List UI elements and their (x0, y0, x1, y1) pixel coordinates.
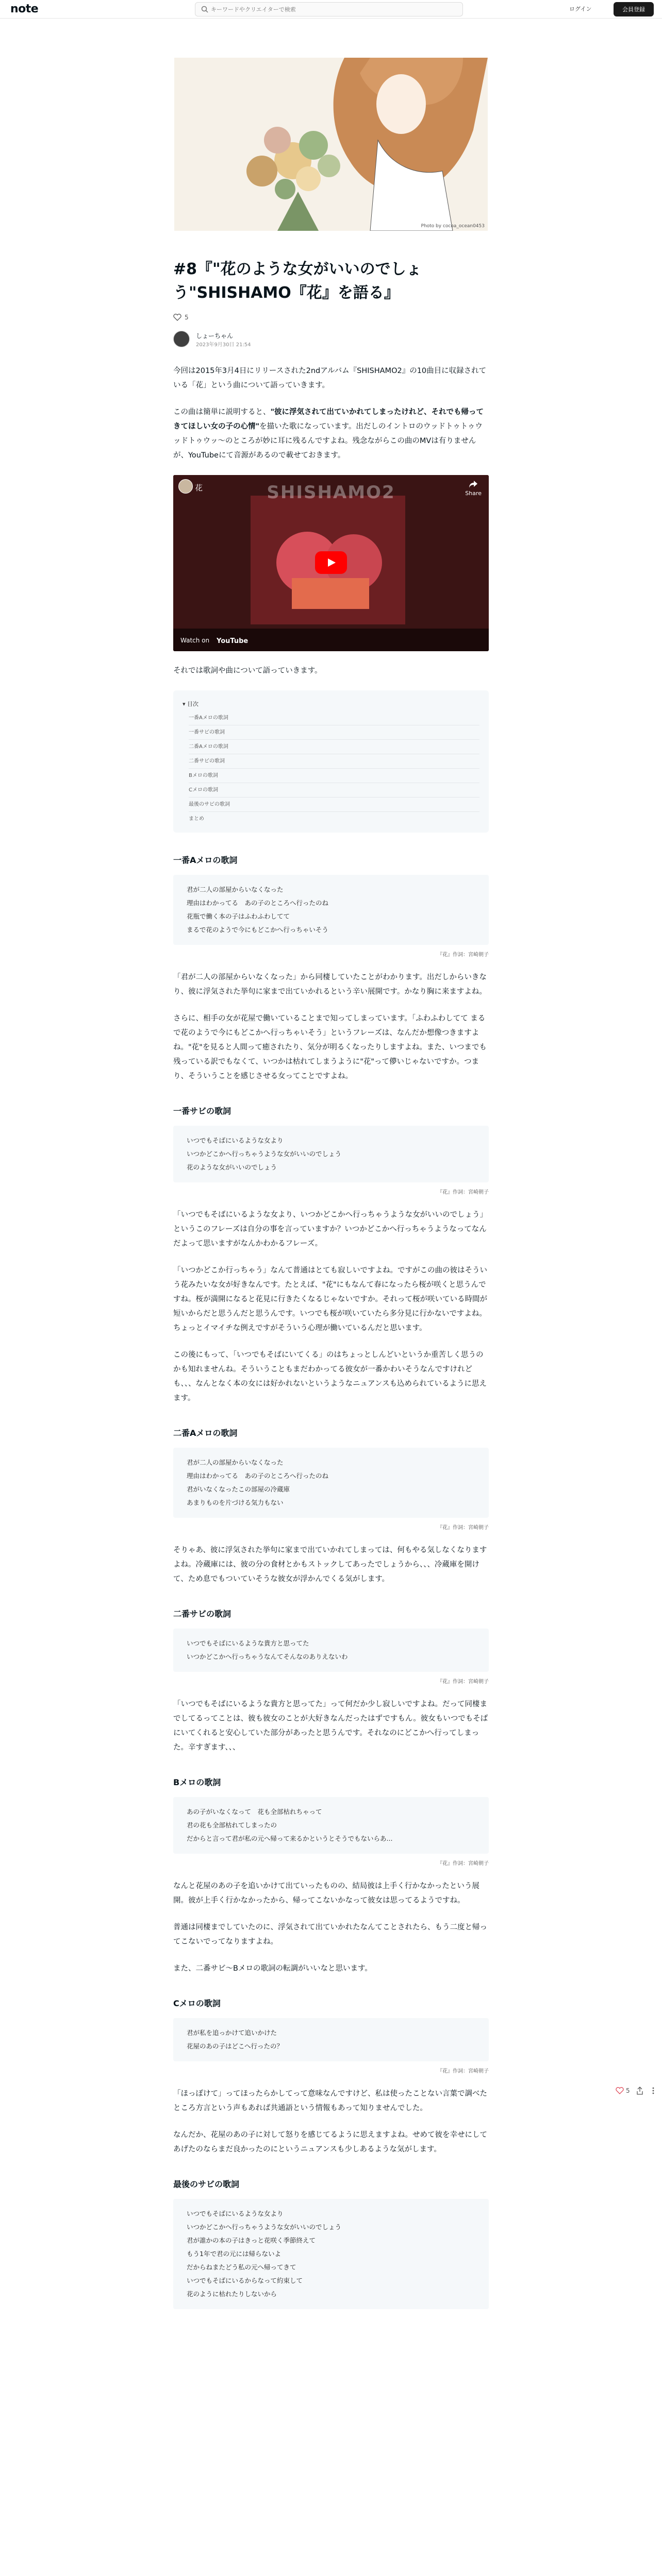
lyric-quote (173, 1629, 489, 1672)
toc-item[interactable]: 一番サビの歌詞 (189, 725, 479, 740)
more-icon[interactable] (650, 2087, 657, 2095)
body-paragraph: そりゃあ、彼に浮気された挙句に家まで出ていかれてしまっては、何もやる気しなくなりますよね。冷蔵庫には、彼の分の食材とかもストックしてあったでしょうから、、、冷蔵庫を開けて、ため息でもついていそうな彼女が浮かんでくる気がします。 (173, 1546, 487, 1583)
lyric-citation: 『花』作詞：宮崎朝子 (437, 1679, 489, 1685)
chevron-down-icon: ▾ (183, 701, 188, 707)
lyric-quote (173, 2199, 489, 2309)
lyric-citation: 『花』作詞：宮崎朝子 (437, 2069, 489, 2074)
like-row[interactable] (173, 312, 489, 323)
author-block[interactable] (173, 329, 489, 351)
lyric-line: いつかどこかへ行っちゃうなんてそんなのありえないわ (187, 1653, 348, 1660)
lyric-line: 君の花も全部枯れてしまったの (187, 1821, 277, 1829)
toc-item[interactable]: 二番サビの歌詞 (189, 754, 479, 769)
heart-icon[interactable] (616, 2087, 624, 2094)
lyric-citation: 『花』作詞：宮崎朝子 (437, 1525, 489, 1531)
like-count: 5 (185, 314, 189, 321)
photo-credit: Photo by cocoa_ocean0453 (421, 224, 485, 229)
lyric-quote (173, 1797, 489, 1854)
lyric-line: もう1年で君の元には帰らないよ (187, 2250, 281, 2258)
section-heading: Cメロの歌詞 (173, 1998, 221, 2008)
article (173, 258, 489, 2309)
lyric-line: 君が誰かの本の子はきっと花咲く季節終えて (187, 2236, 316, 2244)
note-logo[interactable]: note (10, 3, 39, 15)
body-paragraph: 「いつでもそばにいるような貴方と思ってた」って何だか少し寂しいですよね。だって同棲までしてるってことは、彼も彼女のことが大好きなんだったはずですもん。彼女もいつでもそばにいてくれると安心していた部分があったと思うんです。それなのにどこかへ行ってしまった。辛すぎます、、、 (173, 1700, 488, 1752)
global-header (0, 0, 662, 19)
search-box[interactable] (195, 2, 463, 16)
hero-illustration (174, 58, 488, 231)
lyric-quote (173, 1448, 489, 1518)
search-icon (201, 5, 209, 13)
toc-item[interactable]: 一番Aメロの歌詞 (189, 711, 479, 725)
side-actions (616, 2087, 657, 2095)
side-like[interactable] (616, 2087, 630, 2094)
lyric-line: いつでもそばにいるような女より (187, 2210, 284, 2217)
body-paragraph: 「君が二人の部屋からいなくなった」から同棲していたことがわかります。出だしからいきなり、彼に浮気された挙句に家まで出ていかれるという辛い展開です。かなり胸に来ますよね。 (173, 973, 487, 996)
lyric-citation: 『花』作詞：宮崎朝子 (437, 1861, 489, 1867)
lyric-line: だからと言って君が私の元へ帰って来るかというとそうでもないらあ... (187, 1835, 393, 1842)
youtube-logo[interactable]: YouTube (217, 637, 249, 645)
toc-item[interactable]: 最後のサビの歌詞 (189, 798, 479, 812)
lyric-line: 君が二人の部屋からいなくなった (187, 1459, 284, 1466)
side-like-count: 5 (626, 2087, 630, 2094)
lyric-line: 君が二人の部屋からいなくなった (187, 886, 284, 893)
toc-item[interactable]: 二番Aメロの歌詞 (189, 740, 479, 754)
lyric-line: まるで花のようで今にもどこかへ行っちゃいそう (187, 926, 328, 934)
toc-item[interactable]: まとめ (189, 816, 204, 822)
lyric-line: 理由はわかってる あの子のところへ行ったのね (187, 899, 329, 907)
video-title[interactable]: 花 (195, 483, 203, 493)
lyric-line: いつかどこかへ行っちゃうような女がいいのでしょう (187, 2223, 342, 2231)
section-heading: 最後のサビの歌詞 (173, 2179, 240, 2189)
toc-item[interactable]: Bメロの歌詞 (189, 769, 479, 783)
lyric-line: 花屋のあの子はどこへ行ったの？ (187, 2042, 284, 2050)
channel-avatar[interactable] (178, 479, 193, 494)
avatar[interactable] (173, 331, 190, 347)
lyric-citation: 『花』作詞：宮崎朝子 (437, 952, 489, 958)
lyric-line: いつでもそばにいるような女より (187, 1137, 284, 1144)
body-paragraph: 「ほっぽけて」ってほったらかしてって意味なんですけど、私は使ったことない言葉で調べたところ方言という声もあれば共通語という情報もあって知りませんでした。 (173, 2090, 487, 2112)
body-paragraph: また、二番サビ〜Bメロの歌詞の転調がいいなと思います。 (173, 1964, 372, 1973)
body-paragraph: なんだか、花屋のあの子に対して怒りを感じてるように思えますよね。せめて彼を幸せにしてあげたのならまだ良かったのにというニュアンスも少しあるような気がします。 (173, 2131, 487, 2154)
search-input[interactable] (211, 4, 453, 14)
lyric-line: あまりものを片づける気力もない (187, 1499, 284, 1506)
body-paragraph: なんと花屋のあの子を追いかけて出ていったものの、結局彼は上手く行かなかったという展開。彼が上手く行かなかったから、帰ってこないかなって彼女は思ってるようですね。 (173, 1882, 479, 1905)
body-paragraph: さらに、相手の女が花屋で働いていることまで知ってしまっています。「ふわふわしてて まるで花のようで今にもどこかへ行っちゃいそう」というフレーズは、なんだか想像つきますよね。"花"を見ると人間って癒されたり、気分が明るくなったりしますよね。また、いつまでも残っている訳でもなくて、いつかは枯れてしまうように"花"って儚いじゃないですか。つまり、そういうことを感じさせる女ってことですよね。 (173, 1014, 487, 1080)
section-heading: 二番サビの歌詞 (173, 1609, 231, 1619)
video-album-title: SHISHAMO2 (267, 482, 395, 503)
hero-image (174, 58, 488, 231)
section-heading: 一番Aメロの歌詞 (173, 855, 238, 865)
body-paragraph: 「いつでもそばにいるような女より、いつかどこかへ行っちゃうような女がいいのでしょう」というこのフレーズは自分の事を言っていますか？いつかどこかへ行っちゃうようなってなんだよって思いますがなんかわかるフレーズ。 (173, 1211, 487, 1248)
lyric-line: いつでもそばにいるような貴方と思ってた (187, 1639, 309, 1647)
youtube-embed[interactable] (173, 475, 489, 651)
lyric-line: 君が私を追っかけて追いかけた (187, 2029, 277, 2037)
play-button[interactable] (315, 551, 347, 574)
lead-paragraph: それでは歌詞や曲について語っていきます。 (173, 667, 322, 675)
article-title: #8『"花のような女がいいのでしょう"SHISHAMO『花』を語る』 (173, 260, 422, 302)
login-link[interactable]: ログイン (569, 6, 592, 12)
toc-item[interactable]: Cメロの歌詞 (189, 783, 479, 798)
table-of-contents (173, 690, 489, 833)
section-heading: Bメロの歌詞 (173, 1777, 221, 1787)
lyric-line: いつでもそばにいるからなって約束して (187, 2277, 303, 2284)
section-heading: 一番サビの歌詞 (173, 1106, 231, 1116)
body-paragraph: 「いつかどこか行っちゃう」なんて普通はとても寂しいですよね。ですがこの曲の彼はそういう花みたいな女が好きなんです。たとえば、"花"にもなんて春になったら桜が咲くと思うんですね。桜が満開になると花見に行きたくなるじゃないですか。それって桜が咲いている時間が短いからだと思うんだと思うんです。いつでも桜が咲いていたら多分見に行かないですよね。ちょっとイマイチな例えですがそういう心理が働いているんだと思います。 (173, 1266, 487, 1332)
description-paragraph: この曲は簡単に説明すると、"彼に浮気されて出ていかれてしまったけれど、それでも帰ってきてほしい女の子の心情"を描いた歌になっています。出だしのイントロのウッドトゥトゥウッドトゥウッ〜のところが妙に耳に残るんですよね。残念ながらこの曲のMVは有りませんが、YouTubeにて音源があるので載せておきます。 (173, 408, 484, 460)
emphasis-text: "彼に浮気されて出ていかれてしまったけれど、それでも帰ってきてほしい女の子の心情" (173, 408, 484, 431)
lyric-line: 花瓶で働く本の子はふわふわしてて (187, 912, 290, 920)
lyric-citation: 『花』作詞：宮崎朝子 (437, 1190, 489, 1195)
body-paragraph: この後にもって、「いつでもそばにいてくる」のはちょっとしんどいというか重苦しく思うのかも知れませんね。そういうこともまだわかってる彼女が一番かわいそうなんですけれども、、、なんとなく本の女には好かれないというようなニュアンスも込められているように思えます。 (173, 1351, 487, 1402)
lyric-quote (173, 1126, 489, 1182)
share-button[interactable]: Share (465, 480, 482, 497)
body-paragraph: 普通は同棲までしていたのに、浮気されて出ていかれたなんてことされたら、もう二度と帰ってこないでってなりますよね。 (173, 1923, 487, 1946)
author-name[interactable]: しょーちゃん (196, 332, 234, 340)
lyric-line: 君がいなくなったこの部屋の冷蔵庫 (187, 1485, 290, 1493)
publish-date: 2023年9月30日 21:54 (196, 342, 251, 348)
lyric-line: いつかどこかへ行っちゃうような女がいいのでしょう (187, 1150, 342, 1158)
toc-title[interactable]: ▾ 目次 (183, 701, 199, 707)
section-heading: 二番Aメロの歌詞 (173, 1428, 238, 1438)
signup-button[interactable]: 会員登録 (614, 2, 654, 16)
lyric-line: 花のように枯れたりしないから (187, 2290, 277, 2298)
lyric-line: 理由はわかってる あの子のところへ行ったのね (187, 1472, 329, 1480)
share-icon[interactable] (636, 2087, 643, 2095)
lyric-quote (173, 2018, 489, 2061)
intro-paragraph: 今回は2015年3月4日にリリースされた2ndアルバム『SHISHAMO2』の10曲目に収録されている「花」という曲について語っていきます。 (173, 367, 487, 389)
watch-on-label[interactable]: Watch on (180, 637, 210, 644)
heart-icon[interactable] (173, 314, 181, 321)
lyric-line: 花のような女がいいのでしょう (187, 1163, 277, 1171)
play-icon (315, 551, 347, 574)
lyric-quote (173, 875, 489, 945)
share-icon (469, 480, 478, 488)
lyric-line: だからねまたどう私の元へ帰ってきて (187, 2263, 296, 2271)
lyric-line: あの子がいなくなって 花も全部枯れちゃって (187, 1808, 322, 1816)
